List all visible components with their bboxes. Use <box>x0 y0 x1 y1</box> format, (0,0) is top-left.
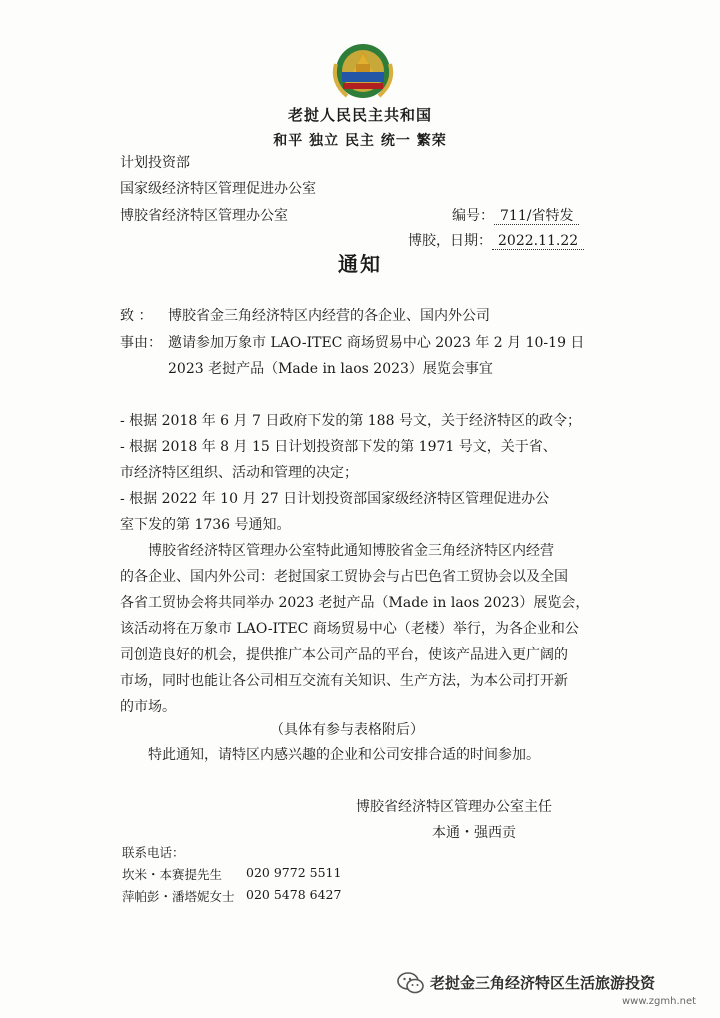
basis-line: - 根据 2018 年 6 月 7 日政府下发的第 188 号文，关于经济特区的政令； <box>120 413 581 429</box>
document-date <box>408 230 584 250</box>
issuer-national-office: 国家级经济特区管理促进办公室 <box>120 181 316 197</box>
contact-name: 坎米・本赛提先生 <box>122 867 223 882</box>
wechat-icon <box>396 970 426 996</box>
watermark-url: www.zgmh.net <box>622 996 697 1007</box>
document-number-label: 编号： <box>452 208 494 224</box>
paragraph-line: 各省工贸协会将共同举办 2023 老挝产品（Made in laos 2023）展览会， <box>120 595 590 611</box>
subject-label: 事由： <box>120 335 162 351</box>
basis-line: 室下发的第 1736 号通知。 <box>120 517 291 533</box>
paragraph-line: 的各企业、国内外公司：老挝国家工贸协会与占巴色省工贸协会以及全国 <box>120 569 568 585</box>
issuer-ministry: 计划投资部 <box>120 155 190 171</box>
issuer-province-office: 博胶省经济特区管理办公室 <box>120 208 288 224</box>
document-number-value: 711/省特发 <box>494 208 579 225</box>
contacts-label: 联系电话： <box>122 845 185 860</box>
signature-office: 博胶省经济特区管理办公室主任 <box>356 799 552 815</box>
contact-phone: 020 9772 5511 <box>246 865 342 880</box>
paragraph-line: 司创造良好的机会，提供推广本公司产品的平台，使该产品进入更广阔的 <box>120 647 568 663</box>
country-name: 老挝人民民主共和国 <box>287 106 432 124</box>
basis-line: - 根据 2018 年 8 月 15 日计划投资部下发的第 1971 号文，关于省、 <box>120 439 557 455</box>
paragraph-line: 市场，同时也能让各公司相互交流有关知识、生产方法，为本公司打开新 <box>120 673 568 689</box>
document-number <box>452 205 579 225</box>
basis-line: - 根据 2022 年 10 月 27 日计划投资部国家级经济特区管理促进办公 <box>120 491 550 507</box>
addressee-text: 博胶省金三角经济特区内经营的各企业、国内外公司 <box>168 308 490 324</box>
contact-phone: 020 5478 6427 <box>246 887 342 902</box>
paragraph-line: 该活动将在万象市 LAO-ITEC 商场贸易中心（老楼）举行，为各企业和公 <box>120 621 579 637</box>
subject-line-2: 2023 老挝产品（Made in laos 2023）展览会事宜 <box>168 361 493 377</box>
watermark-text: 老挝金三角经济特区生活旅游投资 <box>430 974 656 992</box>
signature-name: 本通・强西贡 <box>432 825 516 841</box>
paragraph-line: 博胶省经济特区管理办公室特此通知博胶省金三角经济特区内经营 <box>148 543 554 559</box>
lao-national-emblem <box>327 42 399 100</box>
attachment-note: （具体有参与表格附后） <box>270 722 424 738</box>
closing-line: 特此通知，请特区内感兴趣的企业和公司安排合适的时间参加。 <box>148 747 540 763</box>
document-title: 通知 <box>338 252 382 276</box>
addressee-label: 致 ： <box>120 308 153 324</box>
contact-name: 萍帕彭・潘塔妮女士 <box>122 889 235 904</box>
basis-line: 市经济特区组织、活动和管理的决定； <box>120 465 358 481</box>
document-date-label: 博胶，日期： <box>408 233 492 249</box>
paragraph-line: 的市场。 <box>120 699 176 715</box>
document-date-value: 2022.11.22 <box>492 233 584 250</box>
national-motto: 和平 独立 民主 统一 繁荣 <box>273 133 447 149</box>
subject-line-1: 邀请参加万象市 LAO-ITEC 商场贸易中心 2023 年 2 月 10-19 日 <box>168 335 585 351</box>
